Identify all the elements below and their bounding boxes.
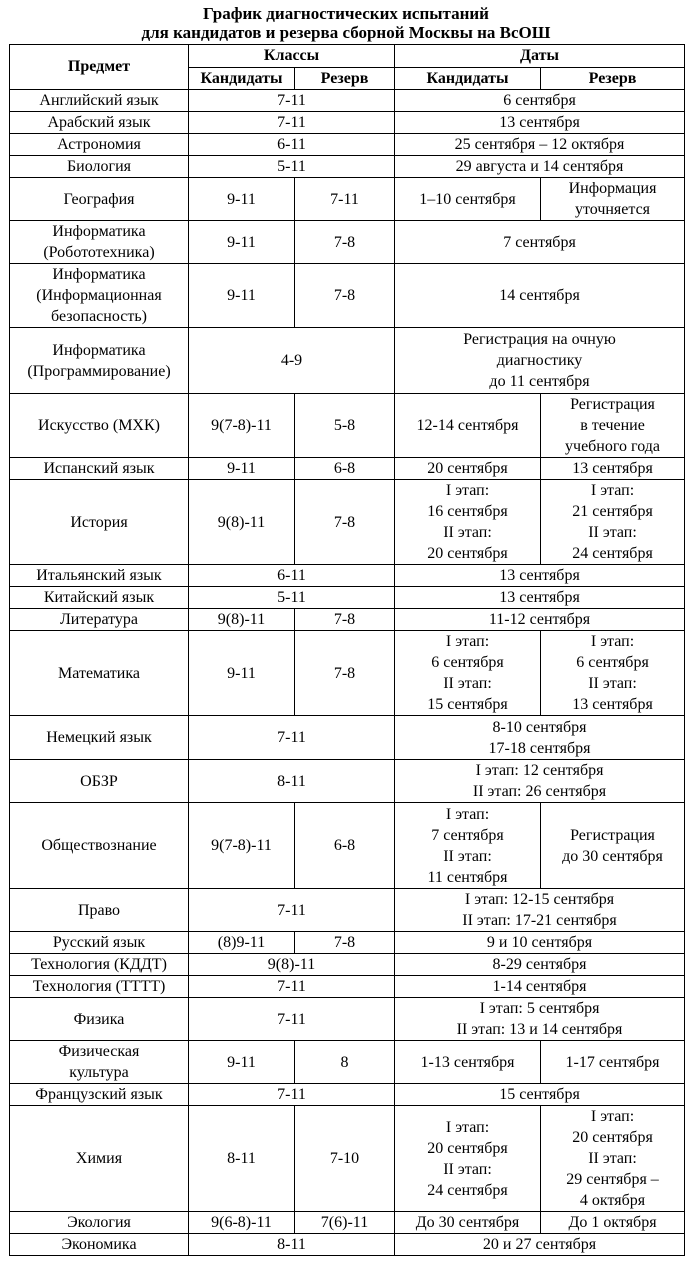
subject-cell: Испанский язык <box>10 458 189 480</box>
grades-cell: 7-11 <box>189 1084 395 1106</box>
grades-candidates-cell: 9(6-8)-11 <box>189 1212 295 1234</box>
dates-reserve-cell: До 1 октября <box>541 1212 685 1234</box>
grades-reserve-cell: 8 <box>295 1041 395 1084</box>
dates-cell: I этап: 5 сентября II этап: 13 и 14 сентября <box>395 998 685 1041</box>
table-row <box>10 458 685 480</box>
grades-reserve-cell: 5-8 <box>295 394 395 458</box>
grades-cell: 8-11 <box>189 760 395 803</box>
subject-cell: Искусство (МХК) <box>10 394 189 458</box>
grades-cell: 7-11 <box>189 716 395 760</box>
table-row <box>10 631 685 716</box>
grades-cell: 7-11 <box>189 998 395 1041</box>
dates-cell: 9 и 10 сентября <box>395 932 685 954</box>
subject-cell: Экономика <box>10 1234 189 1256</box>
schedule-body <box>10 90 685 1256</box>
dates-reserve-cell: I этап: 20 сентября II этап: 29 сентября – 4 октября <box>541 1106 685 1212</box>
grades-reserve-cell: 7-10 <box>295 1106 395 1212</box>
table-row <box>10 565 685 587</box>
table-row <box>10 112 685 134</box>
grades-cell: 7-11 <box>189 976 395 998</box>
grades-reserve-cell: 7-8 <box>295 932 395 954</box>
dates-cell: 8-10 сентября 17-18 сентября <box>395 716 685 760</box>
subject-cell: Русский язык <box>10 932 189 954</box>
table-row <box>10 587 685 609</box>
subject-cell: Физика <box>10 998 189 1041</box>
grades-candidates-cell: 9(7-8)-11 <box>189 394 295 458</box>
dates-reserve-cell: Информация уточняется <box>541 178 685 221</box>
table-row <box>10 998 685 1041</box>
table-row <box>10 264 685 328</box>
table-row <box>10 609 685 631</box>
header-dates-candidates: Кандидаты <box>395 68 541 90</box>
subject-cell: Арабский язык <box>10 112 189 134</box>
table-row <box>10 480 685 565</box>
table-row <box>10 221 685 264</box>
grades-cell: 6-11 <box>189 134 395 156</box>
subject-cell: Информатика (Робототехника) <box>10 221 189 264</box>
dates-candidates-cell: 1–10 сентября <box>395 178 541 221</box>
grades-cell: 4-9 <box>189 328 395 394</box>
dates-cell: 13 сентября <box>395 587 685 609</box>
subject-cell: Астрономия <box>10 134 189 156</box>
table-row <box>10 1234 685 1256</box>
grades-candidates-cell: 9(7-8)-11 <box>189 803 295 889</box>
table-row <box>10 889 685 932</box>
dates-cell: 13 сентября <box>395 565 685 587</box>
dates-cell: 15 сентября <box>395 1084 685 1106</box>
dates-reserve-cell: 1-17 сентября <box>541 1041 685 1084</box>
table-row <box>10 134 685 156</box>
dates-cell: 11-12 сентября <box>395 609 685 631</box>
grades-reserve-cell: 7-8 <box>295 609 395 631</box>
table-row <box>10 716 685 760</box>
table-row <box>10 394 685 458</box>
grades-candidates-cell: 9-11 <box>189 221 295 264</box>
subject-cell: Литература <box>10 609 189 631</box>
subject-cell: Обществознание <box>10 803 189 889</box>
table-row <box>10 932 685 954</box>
dates-candidates-cell: I этап: 16 сентября II этап: 20 сентября <box>395 480 541 565</box>
grades-candidates-cell: 8-11 <box>189 1106 295 1212</box>
grades-candidates-cell: 9-11 <box>189 1041 295 1084</box>
subject-cell: Математика <box>10 631 189 716</box>
dates-candidates-cell: I этап: 20 сентября II этап: 24 сентября <box>395 1106 541 1212</box>
schedule-table <box>9 44 685 1256</box>
header-grades-candidates: Кандидаты <box>189 68 295 90</box>
dates-cell: 1-14 сентября <box>395 976 685 998</box>
grades-candidates-cell: 9-11 <box>189 264 295 328</box>
header-grades: Классы <box>189 45 395 68</box>
dates-reserve-cell: Регистрация в течение учебного года <box>541 394 685 458</box>
dates-cell: 29 августа и 14 сентября <box>395 156 685 178</box>
grades-cell: 5-11 <box>189 156 395 178</box>
dates-candidates-cell: I этап: 6 сентября II этап: 15 сентября <box>395 631 541 716</box>
grades-reserve-cell: 7-8 <box>295 480 395 565</box>
dates-cell: 20 и 27 сентября <box>395 1234 685 1256</box>
dates-candidates-cell: 1-13 сентября <box>395 1041 541 1084</box>
subject-cell: Информатика (Информационная безопасность) <box>10 264 189 328</box>
table-row <box>10 1106 685 1212</box>
subject-cell: Информатика (Программирование) <box>10 328 189 394</box>
dates-cell: 7 сентября <box>395 221 685 264</box>
subject-cell: География <box>10 178 189 221</box>
header-subject: Предмет <box>10 45 189 90</box>
dates-cell: 6 сентября <box>395 90 685 112</box>
subject-cell: Итальянский язык <box>10 565 189 587</box>
grades-candidates-cell: (8)9-11 <box>189 932 295 954</box>
table-row <box>10 90 685 112</box>
dates-candidates-cell: 20 сентября <box>395 458 541 480</box>
table-row <box>10 1212 685 1234</box>
dates-cell: 25 сентября – 12 октября <box>395 134 685 156</box>
subject-cell: Немецкий язык <box>10 716 189 760</box>
dates-reserve-cell: Регистрация до 30 сентября <box>541 803 685 889</box>
grades-cell: 7-11 <box>189 112 395 134</box>
table-row <box>10 156 685 178</box>
subject-cell: ОБЗР <box>10 760 189 803</box>
grades-cell: 5-11 <box>189 587 395 609</box>
dates-reserve-cell: I этап: 21 сентября II этап: 24 сентября <box>541 480 685 565</box>
dates-cell: Регистрация на очную диагностику до 11 сентября <box>395 328 685 394</box>
table-row <box>10 803 685 889</box>
grades-reserve-cell: 6-8 <box>295 803 395 889</box>
table-row <box>10 1084 685 1106</box>
grades-reserve-cell: 7(6)-11 <box>295 1212 395 1234</box>
dates-cell: I этап: 12 сентября II этап: 26 сентября <box>395 760 685 803</box>
dates-reserve-cell: 13 сентября <box>541 458 685 480</box>
subject-cell: Технология (КДДТ) <box>10 954 189 976</box>
dates-cell: 13 сентября <box>395 112 685 134</box>
grades-candidates-cell: 9(8)-11 <box>189 480 295 565</box>
grades-cell: 7-11 <box>189 889 395 932</box>
subject-cell: Французский язык <box>10 1084 189 1106</box>
grades-reserve-cell: 7-8 <box>295 631 395 716</box>
grades-candidates-cell: 9(8)-11 <box>189 609 295 631</box>
table-row <box>10 954 685 976</box>
table-row <box>10 328 685 394</box>
page-title: График диагностических испытаний для кандидатов и резерва сборной Москвы на ВсОШ <box>141 4 551 42</box>
subject-cell: Английский язык <box>10 90 189 112</box>
subject-cell: Химия <box>10 1106 189 1212</box>
grades-candidates-cell: 9-11 <box>189 458 295 480</box>
table-row <box>10 976 685 998</box>
dates-cell: I этап: 12-15 сентября II этап: 17-21 сентября <box>395 889 685 932</box>
table-row <box>10 1041 685 1084</box>
dates-cell: 14 сентября <box>395 264 685 328</box>
subject-cell: Технология (ТТТТ) <box>10 976 189 998</box>
grades-cell: 8-11 <box>189 1234 395 1256</box>
grades-cell: 6-11 <box>189 565 395 587</box>
subject-cell: Физическая культура <box>10 1041 189 1084</box>
dates-cell: 8-29 сентября <box>395 954 685 976</box>
subject-cell: Биология <box>10 156 189 178</box>
dates-candidates-cell: До 30 сентября <box>395 1212 541 1234</box>
grades-reserve-cell: 7-11 <box>295 178 395 221</box>
header-dates-reserve: Резерв <box>541 68 685 90</box>
dates-reserve-cell: I этап: 6 сентября II этап: 13 сентября <box>541 631 685 716</box>
grades-candidates-cell: 9-11 <box>189 631 295 716</box>
grades-reserve-cell: 7-8 <box>295 264 395 328</box>
dates-candidates-cell: I этап: 7 сентября II этап: 11 сентября <box>395 803 541 889</box>
grades-cell: 9(8)-11 <box>189 954 395 976</box>
dates-candidates-cell: 12-14 сентября <box>395 394 541 458</box>
subject-cell: Экология <box>10 1212 189 1234</box>
grades-candidates-cell: 9-11 <box>189 178 295 221</box>
grades-reserve-cell: 7-8 <box>295 221 395 264</box>
table-row <box>10 760 685 803</box>
table-row <box>10 178 685 221</box>
grades-reserve-cell: 6-8 <box>295 458 395 480</box>
subject-cell: История <box>10 480 189 565</box>
header-dates: Даты <box>395 45 685 68</box>
header-grades-reserve: Резерв <box>295 68 395 90</box>
subject-cell: Китайский язык <box>10 587 189 609</box>
subject-cell: Право <box>10 889 189 932</box>
grades-cell: 7-11 <box>189 90 395 112</box>
